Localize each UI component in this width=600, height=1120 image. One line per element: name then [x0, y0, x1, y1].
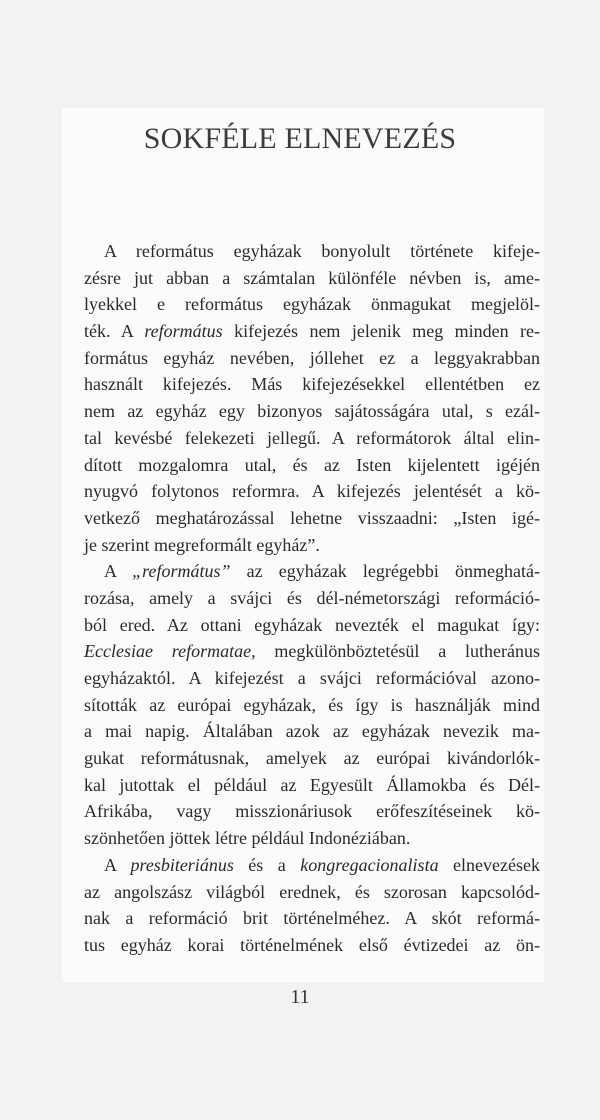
text-line: nem az egyház egy bizonyos sajátosságára utal, s ezál- — [84, 401, 540, 422]
text-run: elnevezések — [438, 854, 540, 875]
text-line: je szerint megreformált egyház”. — [84, 534, 320, 555]
text-line: nyugvó folytonos reformra. A kifejezés jelentését a kö- — [84, 481, 540, 502]
italic-term: Ecclesiae reformatae, — [84, 641, 256, 662]
italic-term: református — [144, 321, 223, 342]
text-run: A — [104, 854, 131, 875]
text-line: szönhetően jöttek létre például Indonéziában. — [84, 828, 411, 849]
text-line: formátus egyház nevében, jóllehet ez a leggyakrabban — [84, 347, 540, 368]
text-line — [84, 558, 540, 585]
text-run: ték. A — [84, 321, 145, 342]
text-run: és a — [233, 854, 301, 875]
text-line: rozása, amely a svájci és dél-németországi reformáció- — [84, 587, 540, 608]
italic-term: kongregacionalista — [300, 854, 439, 875]
text-run: az egyházak legrégebbi önmeghatá- — [230, 561, 540, 582]
page-number: 11 — [290, 986, 310, 1008]
text-run: megkülönböztetésül a lutheránus — [255, 641, 541, 662]
italic-term: presbiteriánus — [130, 854, 234, 875]
text-line: az angolszász világból erednek, és szorosan kapcsolód- — [84, 881, 540, 902]
text-line — [84, 638, 540, 665]
text-line: A református egyházak bonyolult története kifeje- — [104, 241, 540, 261]
text-line: dított mozgalomra utal, és az Isten kijelentett igéjén — [84, 454, 540, 475]
text-line: lyekkel e református egyházak önmagukat megjelöl- — [84, 294, 540, 315]
text-line: egyházaktól. A kifejezést a svájci reformációval azono- — [84, 668, 540, 688]
text-line: tus egyház korai történelmének első évtizedei az ön- — [84, 934, 540, 955]
text-run: kifejezés nem jelenik meg minden re- — [222, 321, 540, 342]
text-line: használt kifejezés. Más kifejezésekkel ellentétben ez — [84, 374, 540, 395]
text-line: zésre jut abban a számtalan különféle névben is, ame- — [84, 267, 540, 288]
text-line: ból ered. Az ottani egyházak nevezték el magukat így: — [84, 614, 540, 635]
text-line: vetkező meghatározással lehetne visszaadni: „Isten igé- — [84, 507, 540, 528]
body-text — [84, 238, 540, 959]
text-line: gukat reformátusnak, amelyek az európai kivándorlók- — [84, 748, 540, 769]
text-line: Afrikába, vagy misszionáriusok erőfeszítéseinek kö- — [84, 801, 540, 822]
text-line — [84, 852, 540, 879]
text-line: nak a reformáció brit történelméhez. A skót reformá- — [84, 908, 540, 929]
text-line — [84, 318, 540, 345]
italic-term: „református” — [132, 561, 231, 582]
text-line: sították az európai egyházak, és így is használják mind — [84, 694, 540, 715]
text-line: tal kevésbé felekezeti jellegű. A reformátorok által elin- — [84, 427, 540, 448]
text-run: A — [104, 561, 133, 582]
text-line: kal jutottak el például az Egyesült Államokba és Dél- — [84, 774, 540, 795]
chapter-heading: SOKFÉLE ELNEVEZÉS — [143, 122, 457, 155]
text-line: a mai napig. Általában azok az egyházak nevezik ma- — [84, 721, 540, 742]
